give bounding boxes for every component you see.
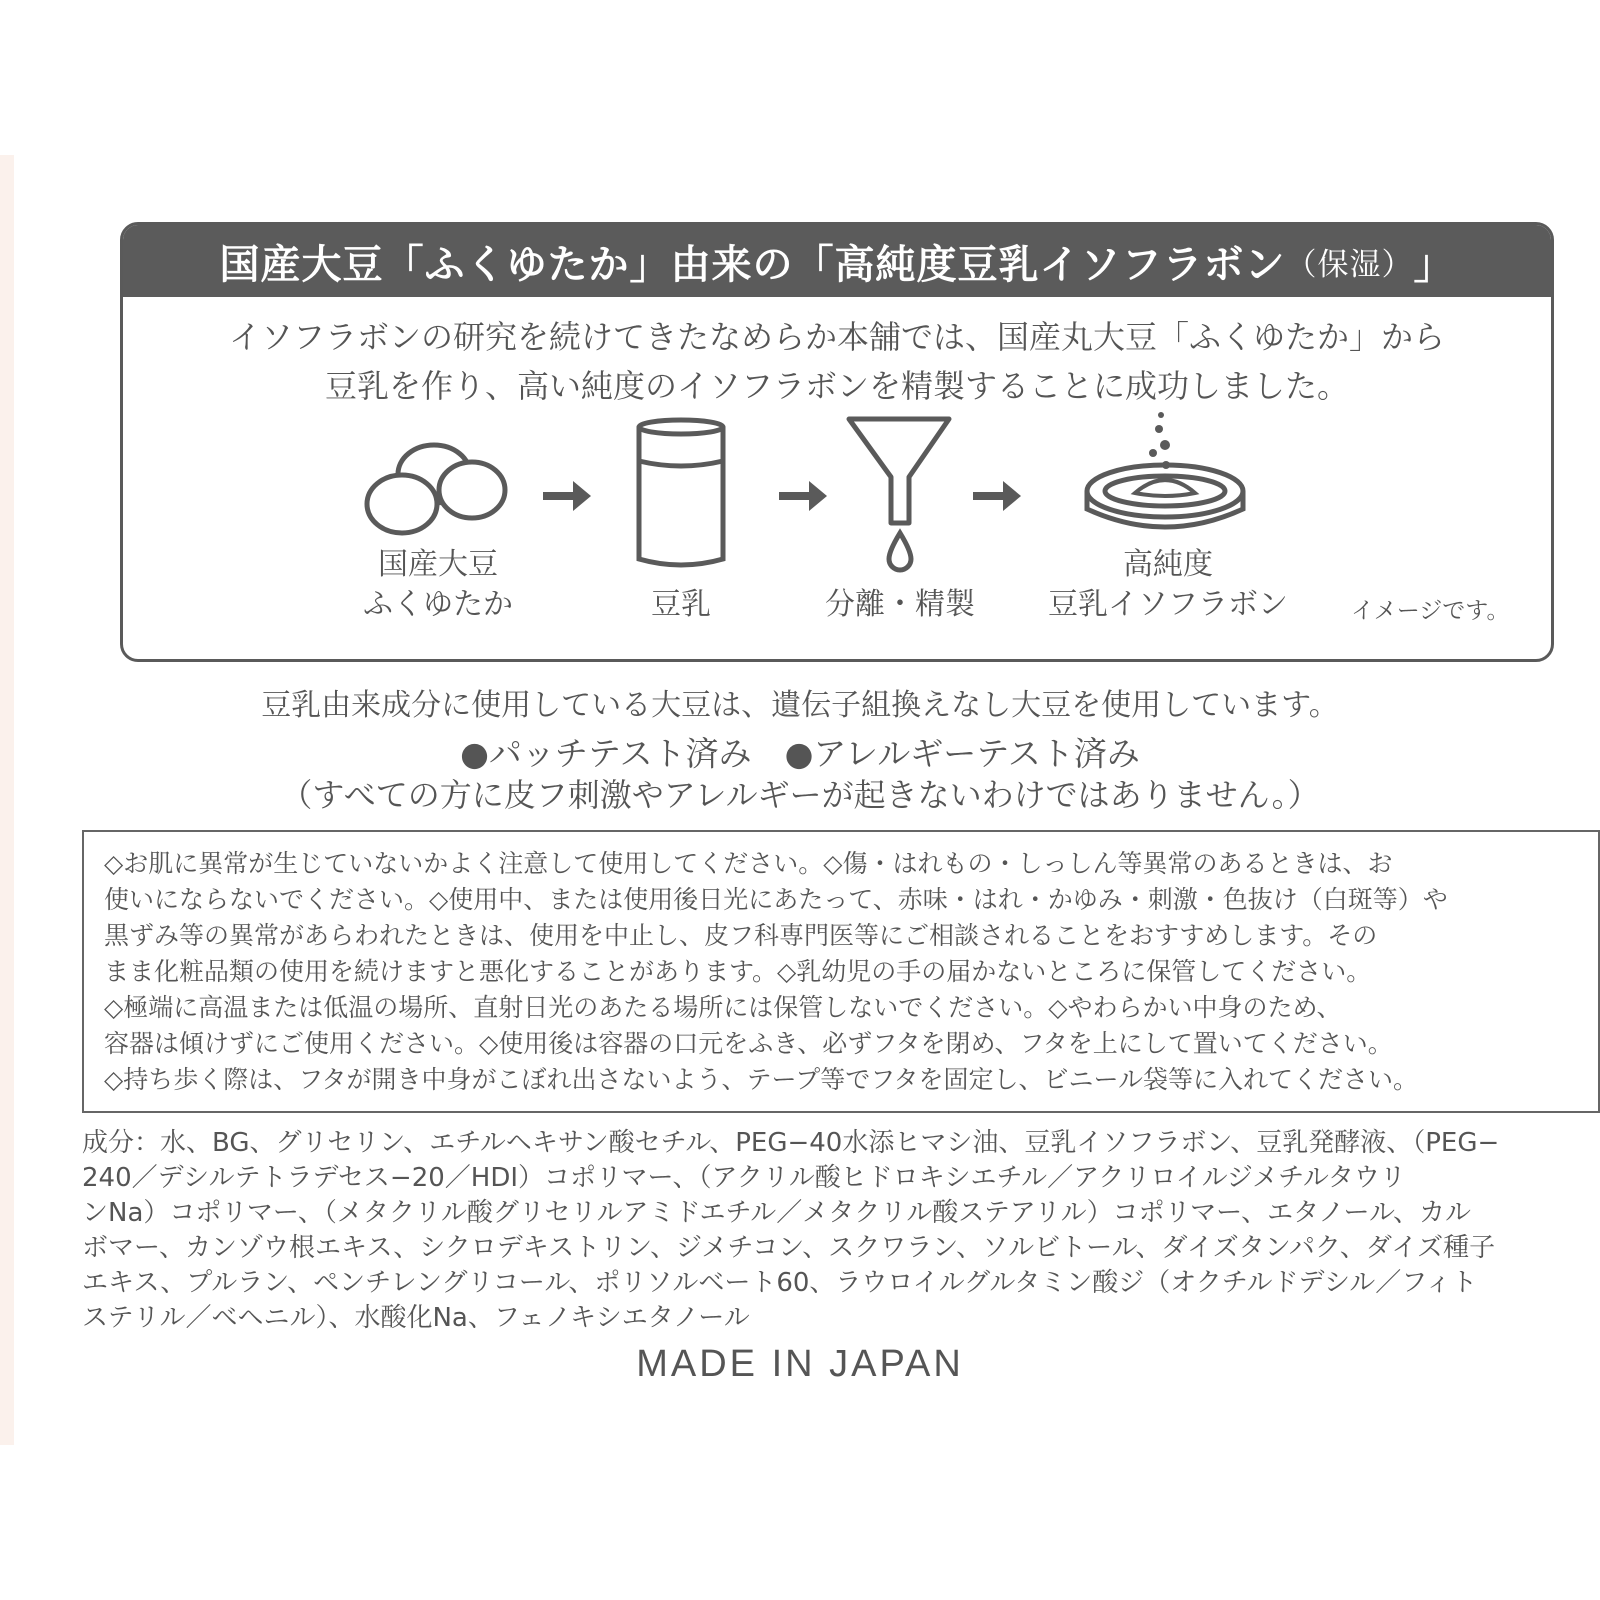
intro-text: [123, 313, 1551, 411]
ingredients-line: 240／デシルテトラデセス−20／HDI）コポリマー、（アクリル酸ヒドロキシエチル／アクリロイルジメチルタウリ: [82, 1163, 1406, 1193]
caution-line: まま化粧品類の使用を続けますと悪化することがあります。◇乳幼児の手の届かないところに保管してください。: [104, 957, 1372, 986]
isoflavone-info-card: [120, 222, 1554, 662]
step-label-isoflavone: 高純度 豆乳イソフラボン: [1048, 547, 1288, 622]
header-title-main: 国産大豆「ふくゆたか」由来の「高純度豆乳イソフラボン: [219, 241, 1286, 288]
powder-dish-icon: [1083, 407, 1253, 537]
caution-line: ◇お肌に異常が生じていないかよく注意して使用してください。◇傷・はれもの・しっしん等異常のあるときは、お: [104, 849, 1393, 878]
soy-statement: 豆乳由来成分に使用している大豆は、遺伝子組換えなし大豆を使用しています。: [261, 688, 1339, 723]
caution-line: ◇持ち歩く際は、フタが開き中身がこぼれ出さないよう、テープ等でフタを固定し、ビニール袋等に入れてください。: [104, 1065, 1418, 1094]
test-disclaimer: （すべての方に皮フ刺激やアレルギーが起きないわけではありません。）: [280, 776, 1320, 814]
ingredients-line: 成分：水、BG、グリセリン、エチルヘキサン酸セチル、PEG−40水添ヒマシ油、豆乳イソフラボン、豆乳発酵液、（PEG−: [82, 1128, 1500, 1158]
caution-line: 黒ずみ等の異常があらわれたときは、使用を中止し、皮フ科専門医等にご相談されることをおすすめします。その: [104, 921, 1378, 950]
caution-box: [82, 830, 1600, 1113]
caution-line: ◇極端に高温または低温の場所、直射日光のあたる場所には保管しないでください。◇やわらかい中身のため、: [104, 993, 1342, 1022]
card-header: [123, 225, 1551, 297]
glass-of-soy-milk-icon: [633, 415, 729, 573]
caution-line: 容器は傾けずにご使用ください。◇使用後は容器の口元をふき、必ずフタを閉め、フタを上にして置いてください。: [104, 1029, 1393, 1058]
intro-line-1: イソフラボンの研究を続けてきたなめらか本舗では、国産丸大豆「ふくゆたか」から: [228, 318, 1445, 356]
ingredients-line: ボマー、カンゾウ根エキス、シクロデキストリン、ジメチコン、スクワラン、ソルビトール、ダイズタンパク、ダイズ種子: [82, 1233, 1496, 1263]
header-title-small: （保湿）: [1285, 246, 1414, 283]
header-title-end: 」: [1413, 241, 1455, 288]
arrow-right-icon: [973, 479, 1023, 513]
made-in-japan: MADE IN JAPAN: [636, 1343, 964, 1385]
ingredients-line: ステリル／ベヘニル）、水酸化Na、フェノキシエタノール: [82, 1303, 750, 1333]
intro-line-2: 豆乳を作り、高い純度のイソフラボンを精製することに成功しました。: [324, 367, 1349, 405]
ingredients-line: ンNa）コポリマー、（メタクリル酸グリセリルアミドエチル／メタクリル酸ステアリル）コポリマー、エタノール、カル: [82, 1198, 1471, 1228]
arrow-right-icon: [543, 479, 593, 513]
step-label-separation: 分離・精製: [825, 587, 975, 622]
funnel-filter-icon: [845, 415, 955, 580]
caution-line: 使いにならないでください。◇使用中、または使用後日光にあたって、赤味・はれ・かゆみ・刺激・色抜け（白斑等）や: [104, 885, 1448, 914]
image-note: イメージです。: [1351, 598, 1510, 624]
ingredients-list: [82, 1126, 1499, 1336]
soybeans-icon: [361, 440, 511, 540]
step-label-soybeans: 国産大豆 ふくゆたか: [363, 547, 513, 622]
arrow-right-icon: [779, 479, 829, 513]
test-badges: ●パッチテスト済み ●アレルギーテスト済み: [460, 734, 1140, 773]
step-label-soy-milk: 豆乳: [651, 587, 711, 622]
ingredients-line: エキス、プルラン、ペンチレングリコール、ポリソルベート60、ラウロイルグルタミン酸ジ（オクチルドデシル／フィト: [82, 1268, 1478, 1298]
